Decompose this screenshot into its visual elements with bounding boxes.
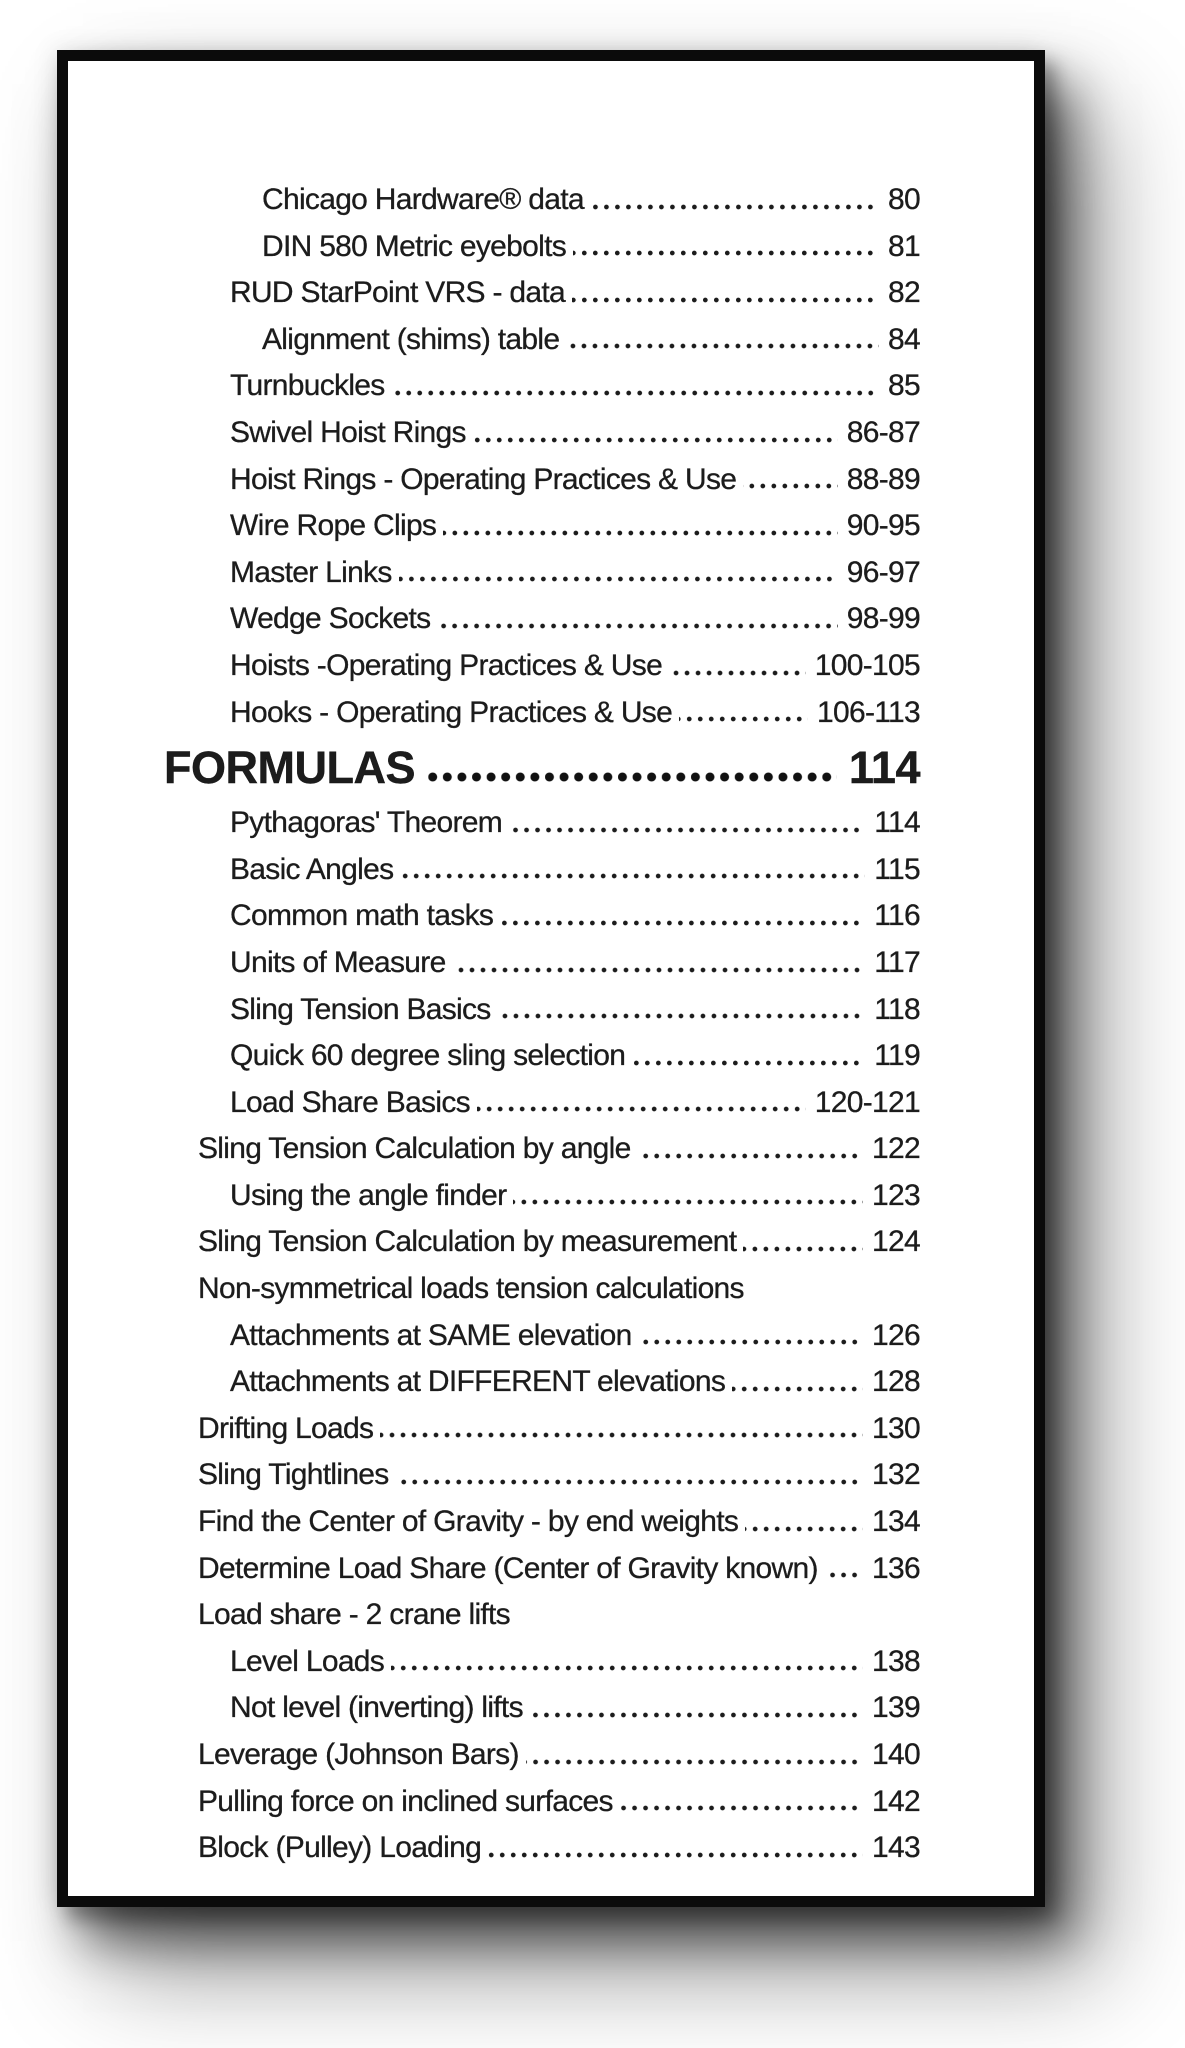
toc-entry [198,1546,920,1593]
toc-entry-page-number: 120-121 [814,1085,920,1119]
toc-entry-label: DIN 580 Metric eyebolts [262,229,567,263]
dot-leader [396,1478,863,1486]
toc-entry-page-number: 116 [874,899,920,933]
toc-entry [230,893,920,940]
toc-entry [230,596,920,643]
toc-entry-page-number: 106-113 [817,695,920,729]
toc-entry [230,270,920,317]
toc-entry-page-number: 81 [888,229,920,263]
dot-leader [530,1711,863,1719]
toc-entry [198,1266,920,1313]
toc-entry-page-number: 140 [872,1738,920,1771]
toc-entry-page-number: 82 [888,276,920,310]
dot-leader [477,1105,806,1113]
toc-section-heading [164,736,920,800]
toc-entry-label: Pythagoras' Theorem [230,806,503,840]
toc-entry-page-number: 126 [872,1318,920,1352]
toc-entry [198,1592,920,1639]
dot-leader [639,1338,863,1346]
toc-entry [262,224,920,271]
toc-entry-page-number: 130 [872,1411,920,1445]
toc-entry [230,1033,920,1080]
toc-entry-label: FORMULAS [164,742,415,794]
toc-entry-page-number: 90-95 [846,509,920,543]
dot-leader [400,872,865,880]
toc-entry-label: Units of Measure [230,945,446,979]
toc-entry-page-number: 134 [872,1505,920,1539]
dot-leader [391,1664,863,1672]
toc-entry-label: Hoists -Operating Practices & Use [230,648,663,682]
dot-leader [399,575,838,583]
toc-entry-page-number: 85 [888,369,920,403]
dot-leader [473,436,838,444]
toc-entry [230,1639,920,1686]
toc-entry [198,1452,920,1499]
toc-entry-label: Pulling force on inclined surfaces [198,1784,613,1818]
toc-entry-page-number: 98-99 [846,602,920,636]
dot-leader [488,1851,863,1859]
toc-entry [230,1313,920,1360]
toc-entry-label: Wire Rope Clips [230,509,437,543]
toc-entry-page-number: 123 [872,1178,920,1212]
toc-entry-page-number: 128 [872,1365,920,1399]
table-of-contents [164,177,920,1872]
toc-entry [230,1173,920,1220]
dot-leader [679,715,808,723]
toc-entry [230,987,920,1034]
toc-entry-label: Attachments at DIFFERENT elevations [230,1365,726,1399]
toc-entry-label: Basic Angles [230,852,394,886]
toc-entry-page-number: 80 [888,183,920,216]
toc-entry-page-number: 100-105 [814,648,920,682]
toc-entry-label: Find the Center of Gravity - by end weights [198,1505,739,1539]
toc-entry-label: Drifting Loads [198,1411,374,1445]
toc-entry-page-number: 136 [872,1551,920,1585]
toc-entry [230,847,920,894]
toc-entry [230,643,920,690]
toc-entry [230,1080,920,1127]
toc-entry-page-number: 118 [874,992,920,1026]
dot-leader [573,249,879,257]
dot-leader [500,919,865,927]
toc-entry-page-number: 124 [872,1225,920,1259]
toc-entry [198,1406,920,1453]
dot-leader [632,1059,865,1067]
toc-entry-label: Swivel Hoist Rings [230,415,466,449]
toc-entry-label: Determine Load Share (Center of Gravity known) [198,1551,818,1585]
toc-entry [230,1685,920,1732]
dot-leader [732,1385,863,1393]
toc-entry-label: Quick 60 degree sling selection [230,1039,626,1073]
dot-leader [392,389,879,397]
toc-entry [230,503,920,550]
toc-entry-label: Hooks - Operating Practices & Use [230,695,673,729]
toc-entry-label: Chicago Hardware® data [262,183,584,216]
toc-entry [198,1499,920,1546]
toc-entry [230,410,920,457]
dot-leader [825,1571,863,1579]
dot-leader [380,1431,863,1439]
toc-entry-page-number: 114 [874,806,920,840]
toc-entry [230,363,920,410]
toc-entry-page-number: 132 [872,1458,920,1492]
dot-leader [437,622,837,630]
dot-leader [745,1525,863,1533]
toc-entry [198,1732,920,1779]
toc-entry [198,1825,920,1872]
toc-entry-label: Master Links [230,555,392,589]
dot-leader [669,669,806,677]
toc-entry [230,457,920,504]
toc-entry-page-number: 86-87 [846,415,920,449]
toc-entry [198,1779,920,1826]
toc-entry-label: Sling Tension Calculation by angle [198,1132,631,1166]
toc-entry [230,940,920,987]
toc-entry [230,690,920,737]
toc-entry [230,1359,920,1406]
toc-entry-label: Sling Tightlines [198,1458,389,1492]
dot-leader [498,1012,866,1020]
toc-entry-label: Turnbuckles [230,369,385,403]
toc-entry-label: Alignment (shims) table [262,322,560,356]
toc-entry-label: Level Loads [230,1644,385,1678]
toc-entry-page-number: 122 [872,1132,920,1166]
toc-entry-label: Attachments at SAME elevation [230,1318,632,1352]
dot-leader [620,1804,863,1812]
dot-leader [572,296,879,304]
toc-entry-page-number: 119 [874,1039,920,1073]
toc-entry-page-number: 143 [872,1831,920,1865]
dot-leader [638,1152,863,1160]
toc-entry-label: Leverage (Johnson Bars) [198,1738,519,1771]
toc-entry-page-number: 139 [872,1691,920,1725]
toc-entry-page-number: 96-97 [846,555,920,589]
dot-leader [443,529,838,537]
toc-entry-label: Not level (inverting) lifts [230,1691,523,1725]
toc-entry-page-number: 142 [872,1784,920,1818]
dot-leader [453,966,866,974]
toc-entry-page-number: 114 [848,742,920,794]
dot-leader [509,826,865,834]
toc-entry-label: Non-symmetrical loads tension calculations [198,1272,744,1306]
book-page [57,50,1045,1907]
toc-entry-page-number: 115 [874,852,920,886]
toc-entry-page-number: 84 [888,322,920,356]
toc-entry-label: Wedge Sockets [230,602,431,636]
dot-leader [566,342,879,350]
dot-leader [513,1198,863,1206]
dot-leader [526,1758,863,1766]
toc-entry-label: Common math tasks [230,899,494,933]
toc-entry [262,177,920,224]
toc-entry [230,550,920,597]
toc-entry-page-number: 138 [872,1644,920,1678]
dot-leader [743,482,838,490]
toc-entry-label: Using the angle finder [230,1178,507,1212]
toc-entry [198,1219,920,1266]
dot-leader [426,771,837,783]
toc-entry-page-number: 88-89 [846,462,920,496]
toc-entry [198,1126,920,1173]
toc-entry-label: RUD StarPoint VRS - data [230,276,565,310]
toc-entry-label: Sling Tension Basics [230,992,491,1026]
toc-entry [230,800,920,847]
dot-leader [591,203,879,211]
toc-entry-label: Hoist Rings - Operating Practices & Use [230,462,737,496]
dot-leader [743,1245,863,1253]
toc-entry-label: Sling Tension Calculation by measurement [198,1225,737,1259]
toc-entry-label: Load share - 2 crane lifts [198,1598,510,1632]
toc-entry-page-number: 117 [874,945,920,979]
toc-entry-label: Block (Pulley) Loading [198,1831,482,1865]
toc-entry-label: Load Share Basics [230,1085,470,1119]
toc-entry [262,317,920,364]
